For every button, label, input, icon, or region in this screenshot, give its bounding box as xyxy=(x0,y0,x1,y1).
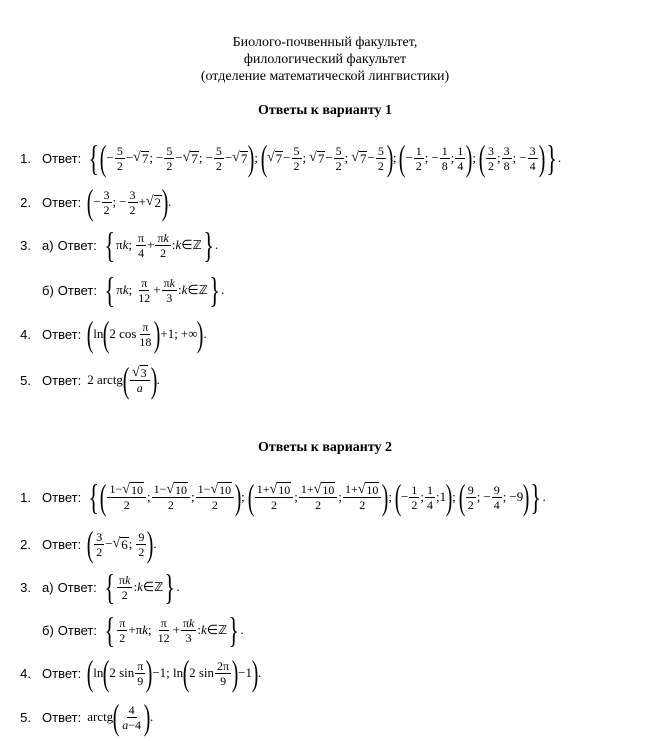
v2-answer-3a xyxy=(0,567,180,607)
item-number: 5. xyxy=(20,709,31,725)
v2-answer-5 xyxy=(0,697,153,737)
v1-answer-4 xyxy=(0,314,207,354)
v1-answer-2 xyxy=(0,182,171,222)
answer-label: Ответ: xyxy=(42,372,82,388)
answer-label: Ответ: xyxy=(42,709,82,725)
math-expression: { π k ; $\frac{\pi}{12}$ + $\frac{\pi k}{3}$ : k ∈ ℤ } . xyxy=(104,270,225,310)
math-expression: ( ln ( 2 sin $\frac{\pi}{9}$ ) −1; ln ( 2 sin $\frac{2\pi}{9}$ ) −1 ) . xyxy=(86,653,262,693)
variant-2-title: Ответы к варианту 2 xyxy=(257,440,393,455)
v2-answer-3b xyxy=(0,610,244,650)
math-expression: ( − $\frac{3}{2}$ ; − $\frac{3}{2}$ + √ 2 ) . xyxy=(86,182,172,222)
math-expression: 2 arctg ( √ 3 a ) . xyxy=(87,360,160,400)
math-expression: { π k ; $\frac{\pi}{4}$ + $\frac{\pi k}{2}$ : k ∈ ℤ } . xyxy=(104,225,219,265)
subitem-label: б) xyxy=(42,282,54,298)
answer-label: Ответ: xyxy=(57,579,97,595)
v1-answer-1 xyxy=(0,138,561,178)
v1-answer-5 xyxy=(0,360,160,400)
math-expression: { ( 1− √ 10 2 ; 1− √ 10 2 ; 1− √ 10 2 ) ; ( 1+ √ 10 2 ; 1+ √ 10 2 ; 1+ √ 10 2 ) ; ( − $\frac{1}{2}$ ; $\frac{1}{4}$ ;1 ) ; ( $\frac{9}{2}$ ; − $\frac{9}{4}$ ; −9 ) } . xyxy=(88,477,546,517)
math-expression: ( ln ( 2 cos $\frac{\pi}{18}$ ) +1; +∞ ) . xyxy=(86,314,207,354)
item-number: 3. xyxy=(20,579,31,595)
subitem-label: а) xyxy=(42,237,54,253)
item-number: 4. xyxy=(20,326,31,342)
answer-label: Ответ: xyxy=(57,282,97,298)
item-number: 2. xyxy=(20,536,31,552)
v1-answer-3a xyxy=(0,225,218,265)
subitem-label: а) xyxy=(42,579,54,595)
item-number: 4. xyxy=(20,665,31,681)
answer-label: Ответ: xyxy=(42,489,82,505)
variant-1-title: Ответы к варианту 1 xyxy=(257,103,393,118)
v1-answer-3b xyxy=(0,270,224,310)
v2-answer-2 xyxy=(0,524,157,564)
math-expression: { $\frac{\pi k}{2}$ : k ∈ ℤ } . xyxy=(104,567,180,607)
answer-label: Ответ: xyxy=(57,237,97,253)
answer-label: Ответ: xyxy=(42,536,82,552)
item-number: 2. xyxy=(20,194,31,210)
answer-label: Ответ: xyxy=(42,326,82,342)
faculty-header xyxy=(0,34,650,85)
v2-answer-1 xyxy=(0,477,546,517)
item-number: 5. xyxy=(20,372,31,388)
header-line-3: (отделение математической лингвистики) xyxy=(200,69,450,84)
math-expression: arctg ( $\frac{4}{a-4}$ ) . xyxy=(87,697,154,737)
answer-label: Ответ: xyxy=(42,665,82,681)
answer-label: Ответ: xyxy=(57,622,97,638)
math-expression: { ( − $\frac{5}{2}$ − √ 7 ; − $\frac{5}{2}$ − √ 7 ; − $\frac{5}{2}$ − √ 7 ) ; ( √ 7 − $\frac{5}{2}$ ; √ 7 − $\frac{5}{2}$ ; √ 7 − $\frac{5}{2}$ ) ; ( − $\frac{1}{2}$ ; − $\frac{1}{8}$ ; $\frac{1}{4}$ ) ; ( $\frac{3}{2}$ ; $\frac{3}{8}$ ; − $\frac{3}{4}$ ) } . xyxy=(88,138,562,178)
header-line-1: Биолого-почвенный факультет, xyxy=(232,35,418,50)
item-number: 3. xyxy=(20,237,31,253)
header-line-2: филологический факультет xyxy=(243,52,407,67)
subitem-label: б) xyxy=(42,622,54,638)
v2-answer-4 xyxy=(0,653,261,693)
math-expression: ( $\frac{3}{2}$ − √ 6 ; $\frac{9}{2}$ ) . xyxy=(86,524,157,564)
answer-label: Ответ: xyxy=(42,150,82,166)
answer-label: Ответ: xyxy=(42,194,82,210)
item-number: 1. xyxy=(20,150,31,166)
item-number: 1. xyxy=(20,489,31,505)
math-expression: { $\frac{\pi}{2}$ +π k ; $\frac{\pi}{12}$ + $\frac{\pi k}{3}$ : k ∈ ℤ } . xyxy=(104,610,244,650)
